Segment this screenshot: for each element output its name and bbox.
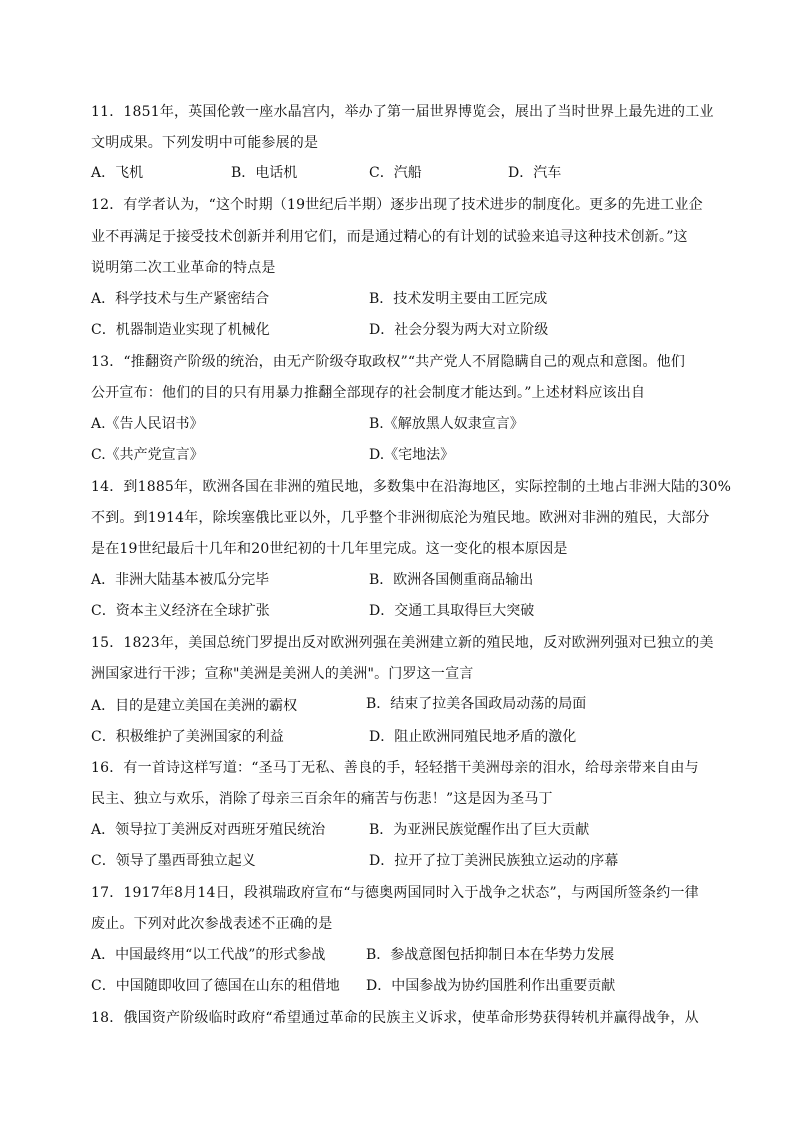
- q11-option-d: D．汽车: [508, 165, 562, 181]
- q15-option-b: B．结束了拉美各国政局动荡的局面: [366, 696, 587, 712]
- q17-option-c: C．中国随即收回了德国在山东的租借地: [91, 978, 340, 994]
- q13-option-b: B.《解放黑人奴隶宣言》: [369, 416, 524, 432]
- q16-option-d: D．拉开了拉丁美洲民族独立运动的序幕: [369, 853, 619, 869]
- q14-stem-line-1: 14．到1885年，欧洲各国在非洲的殖民地，多数集中在沿海地区，实际控制的土地占非洲大陆的30%: [91, 479, 732, 495]
- q12-stem-line-3: 说明第二次工业革命的特点是: [91, 260, 276, 276]
- q12-stem-line-1: 12．有学者认为，“这个时期（19世纪后半期）逐步出现了技术进步的制度化。更多的先进工业企: [91, 197, 703, 213]
- q17-stem-line-1: 17．1917年8月14日，段祺瑞政府宣布“与德奥两国同时入于战争之状态”，与两国所签条约一律: [91, 885, 699, 901]
- q17-option-d: D．中国参战为协约国胜利作出重要贡献: [366, 978, 616, 994]
- q12-option-b: B．技术发明主要由工匠完成: [369, 291, 548, 307]
- q15-option-c: C．积极维护了美洲国家的利益: [91, 729, 284, 745]
- q14-option-d: D．交通工具取得巨大突破: [369, 603, 535, 619]
- q14-stem-line-2: 不到。到1914年，除埃塞俄比亚以外，几乎整个非洲彻底沦为殖民地。欧洲对非洲的殖民，大部分: [91, 510, 710, 526]
- q15-stem-line-1: 15．1823年，美国总统门罗提出反对欧洲列强在美洲建立新的殖民地，反对欧洲列强对已独立的美: [91, 635, 714, 651]
- q16-option-a: A．领导拉丁美洲反对西班牙殖民统治: [91, 822, 326, 838]
- q15-stem-line-2: 洲国家进行干涉；宣称"美洲是美洲人的美洲"。门罗这一宣言: [91, 666, 474, 682]
- q17-stem-line-2: 废止。下列对此次参战表述不正确的是: [91, 916, 333, 932]
- q12-stem-line-2: 业不再满足于接受技术创新并利用它们，而是通过精心的有计划的试验来追寻这种技术创新。”这: [91, 229, 688, 245]
- q14-option-c: C．资本主义经济在全球扩张: [91, 603, 270, 619]
- q16-stem-line-2: 民主、独立与欢乐，消除了母亲三百余年的痛苦与伤悲！”这是因为圣马丁: [91, 791, 553, 807]
- q11-option-c: C．汽船: [369, 165, 422, 181]
- q13-option-c: C.《共产党宣言》: [91, 447, 204, 463]
- q16-option-b: B．为亚洲民族觉醒作出了巨大贡献: [369, 822, 590, 838]
- q13-stem-line-2: 公开宣布：他们的目的只有用暴力推翻全部现存的社会制度才能达到。”上述材料应该出自: [91, 385, 646, 401]
- q15-option-d: D．阻止欧洲同殖民地矛盾的激化: [369, 729, 577, 745]
- q13-option-a: A.《告人民诏书》: [91, 416, 204, 432]
- q12-option-c: C．机器制造业实现了机械化: [91, 322, 270, 338]
- q16-stem-line-1: 16．有一首诗这样写道：“圣马丁无私、善良的手，轻轻揩干美洲母亲的泪水，给母亲带来自由与: [91, 760, 699, 776]
- q18-stem-line-1: 18．俄国资产阶级临时政府“希望通过革命的民族主义诉求，使革命形势获得转机并赢得战争，从: [91, 1010, 699, 1026]
- q17-option-b: B．参战意图包括抑制日本在华势力发展: [366, 947, 615, 963]
- q14-stem-line-3: 是在19世纪最后十几年和20世纪初的十几年里完成。这一变化的根本原因是: [91, 541, 568, 557]
- q13-option-d: D.《宅地法》: [369, 447, 455, 463]
- q11-stem-line-2: 文明成果。下列发明中可能参展的是: [91, 135, 319, 151]
- q16-option-c: C．领导了墨西哥独立起义: [91, 853, 256, 869]
- q13-stem-line-1: 13．“推翻资产阶级的统治，由无产阶级夺取政权”“共产党人不屑隐瞒自己的观点和意图。他们: [91, 354, 686, 370]
- q12-option-a: A．科学技术与生产紧密结合: [91, 291, 270, 307]
- q15-option-a: A．目的是建立美国在美洲的霸权: [91, 698, 298, 714]
- q17-option-a: A．中国最终用“以工代战”的形式参战: [91, 947, 326, 963]
- q11-option-a: A．飞机: [91, 165, 144, 181]
- q11-option-b: B．电话机: [231, 165, 298, 181]
- q12-option-d: D．社会分裂为两大对立阶级: [369, 322, 549, 338]
- q11-stem-line-1: 11．1851年，英国伦敦一座水晶宫内，举办了第一届世界博览会，展出了当时世界上最先进的工业: [91, 104, 714, 120]
- q14-option-a: A．非洲大陆基本被瓜分完毕: [91, 572, 270, 588]
- q14-option-b: B．欧洲各国侧重商品输出: [369, 572, 534, 588]
